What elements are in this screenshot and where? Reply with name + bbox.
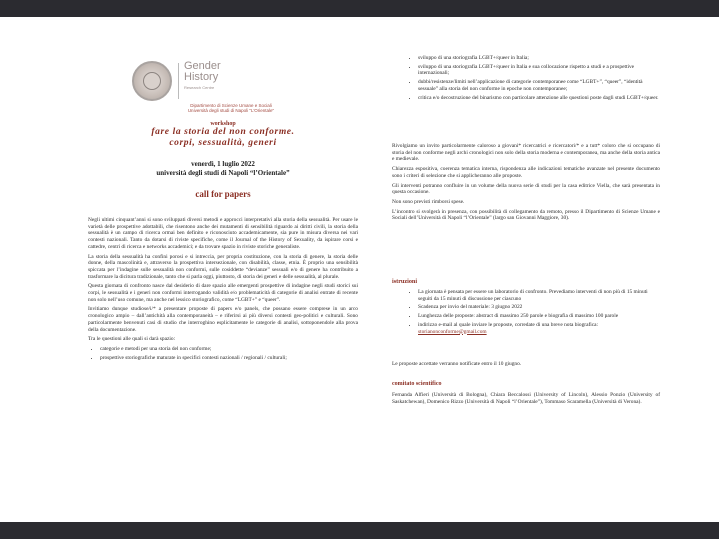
paragraph: Non sono previsti rimborsi spese. <box>392 198 465 205</box>
workshop-label: workshop <box>210 121 236 127</box>
workshop-title-line2: corpi, sessualità, generi <box>169 138 277 148</box>
comitato-members: Fernanda Alfieri (Università di Bologna), Chiara Beccalossi (University of Lincoln), Alessio Ponzio (University of Saskatchewan), Domenico Rizzo (Università di Napoli “l’Orientale”), Tommaso Scaramella (Università di Verona). <box>392 392 660 405</box>
paragraph: Rivolgiamo un invito particolarmente caloroso a giovani* ricercatrici e ricercatori/* e a tutt* coloro che si occupano di storia del non conforme negli archi cronologici non solo della storia moderna e contemporanea, ma anche della storia antica e medievale. <box>392 143 660 163</box>
logo-title: Gender History <box>184 60 221 83</box>
paragraph: La storia della sessualità ha confini porosi e si intreccia, per propria costituzione, con la storia di genere, la storia delle donne, della mascolinità e, attraverso la prospettiva intersezionale, con disabilità, classe, etnia. È proprio una sensibilità spiccata per l’indagine sulle sessualità non conformi, sulle cosiddette “devianze” sessuali e/o di genere ha contribuito a trasformare la dicitura tradizionale, tanto che si parla oggi, piuttosto, di storia dei generi e delle sessualità, al plurale. <box>88 253 358 280</box>
workshop-title-line1: fare la storia del non conforme. <box>151 127 295 137</box>
questions-intro: Tra le questioni alle quali si darà spazio: <box>88 336 176 343</box>
istruzioni-list <box>392 289 660 337</box>
istruzioni-heading: istruzioni <box>392 278 418 285</box>
university-seal-icon <box>132 61 172 101</box>
email-instruction: indirizzo e-mail al quale inviare le proposte, corredate di una breve nota biografica: <box>418 321 599 328</box>
list-item: • sviluppo di una storiografia LGBT+/queer in Italia e sua collocazione rispetto a studi e a prospettive internazionali; <box>418 64 660 77</box>
list-item: • prospettive storiografiche maturate in specifici contesti nazionali / regionali / culturali; <box>100 355 358 362</box>
list-item: • Scadenza per invio del materiale: 3 giugno 2022 <box>418 304 660 311</box>
list-item: • Lunghezza delle proposte: abstract di massimo 250 parole e biografia di massimo 100 parole <box>418 313 660 320</box>
notification-text: Le proposte accettate verranno notificate entro il 10 giugno. <box>392 361 522 367</box>
list-item: • sviluppo di una storiografia LGBT+/queer in Italia; <box>418 55 660 62</box>
logo-caption: Dipartimento di Scienze Umane e Sociali Università degli studi di Napoli "L'Orientale" <box>187 103 275 113</box>
gender-history-logo <box>132 61 322 113</box>
comitato-section <box>392 392 660 408</box>
left-body <box>88 217 358 363</box>
comitato-heading: comitato scientifico <box>392 381 442 387</box>
bottom-bar <box>0 522 719 539</box>
list-item <box>418 322 660 335</box>
list-item: • dubbi/resistenze/limiti nell’applicazione di categorie contemporanee come “LGBT+”, “queer”, “identità sessuale” alla storia del non conforme in epoche non contemporanee; <box>418 79 660 92</box>
paragraph: Questa giornata di confronto nasce dal desiderio di dare spazio alle emergenti prospettive di indagine negli studi storici sui corpi, le sessualità e i generi non conformi interrogando validità e/o problematicità di categorie di analisi entrate di recente non solo nell’uso comune, ma anche nel lessico storiografico, come “LGBT+” e “queer”. <box>88 283 358 303</box>
notification-note <box>392 361 660 371</box>
questions-list <box>100 346 358 361</box>
workshop-header <box>88 121 358 149</box>
paragraph: Negli ultimi cinquant’anni si sono sviluppati diversi metodi e approcci interpretativi alla storia della sessualità. Per usare le varietà delle prospettive adottabili, che risentono anche dei mutamenti di sensibilità riguardo ai diritti civili, la storia della sessualità è un campo di ricerca ormai ben definito e riconosciuto accademicamente, sia pure in misura diversa nei vari contesti nazionali. Tanto da dotarsi di riviste specifiche, come il Journal of the History of Sexuality, da ispirare corsi e cattedre, centri di ricerca e networks accademici; e da trovare spazio in riviste storiche generaliste. <box>88 217 358 250</box>
paragraph: L’incontro si svolgerà in presenza, con possibilità di collegamento da remoto, presso il Dipartimento di Scienze Umane e Sociali dell’Università di Napoli “l’Orientale” (largo san Giovanni Maggiore, 30). <box>392 208 660 222</box>
top-bar <box>0 0 719 17</box>
document-page <box>0 17 719 522</box>
list-item: • La giornata è pensata per essere un laboratorio di confronto. Prevediamo interventi di non più di 15 minuti seguiti da 15 minuti di discussione per ciascuno <box>418 289 660 302</box>
email-link[interactable]: storianonconforme@gmail.com <box>418 328 487 335</box>
list-item: • critica e/o decostruzione del binarismo con particolare attenzione alle questioni poste dagli studi LGBT+/queer. <box>418 95 660 102</box>
logo-subtitle: Research Centre <box>184 85 215 90</box>
event-date: venerdì, 1 luglio 2022 università degli studi di Napoli “l’Orientale” <box>156 160 290 177</box>
paragraph: Chiarezza espositiva, coerenza tematica interna, rispondenza alle indicazioni tematiche avanzate nel presente documento sono i criteri di selezione che si applicheranno alle proposte. <box>392 166 660 179</box>
right-body <box>392 143 660 225</box>
paragraph: Gli interventi potranno confluire in un volume della nuova serie di studi per la casa editrice Viella, che sarà presentata in questa occasione. <box>392 182 660 196</box>
paragraph: Invitiamo dunque studiose/i/* a presentare proposte di papers e/o panels, che possano essere comprese in un arco cronologico ampio – dall’antichità alla contemporaneità – e riferirsi ai più diversi contesti geo-politici e culturali. Sono particolarmente benvenuti casi di studio che interroghino esplicitamente le categorie di analisi, sottoponendole alla prova della documentazione. <box>88 306 358 333</box>
list-item: • categorie e metodi per una storia del non conforme; <box>100 346 358 353</box>
questions-list-continued <box>392 55 660 103</box>
call-for-papers-heading: call for papers <box>195 189 251 199</box>
